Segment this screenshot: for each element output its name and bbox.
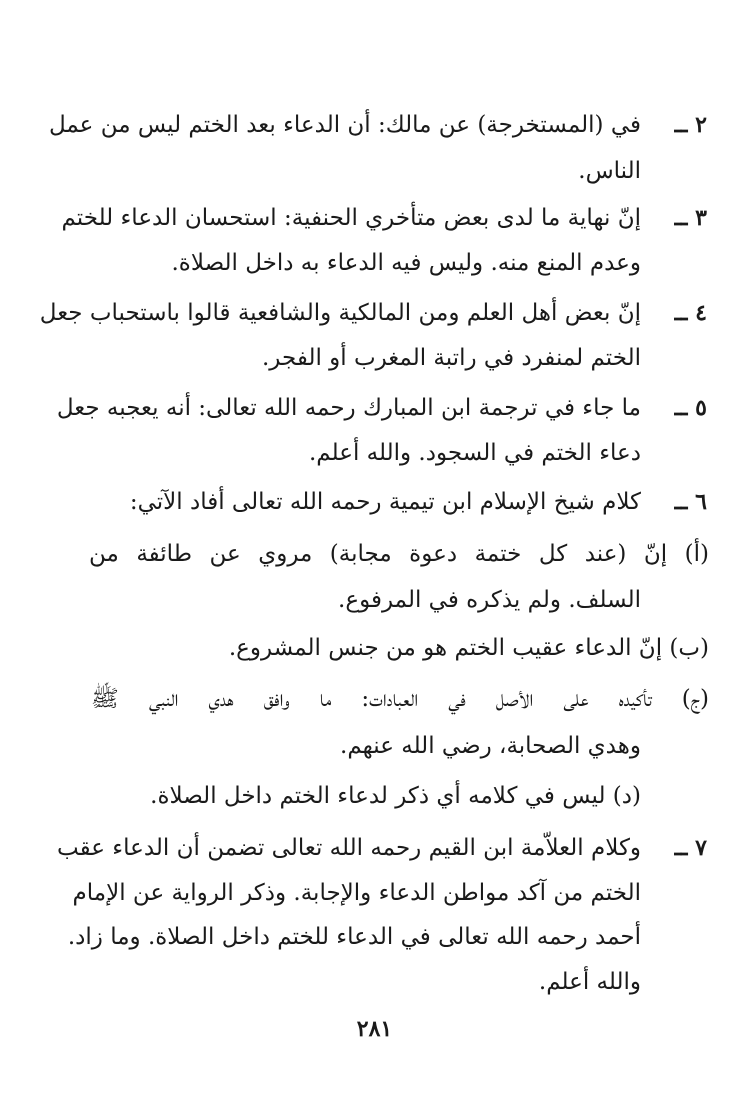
item-number-6: ٦ ــ	[674, 489, 707, 515]
item-number-2: ٢ ــ	[674, 112, 707, 138]
item-number-3: ٣ ــ	[674, 205, 707, 231]
item-4-line-2: الختم لمنفرد في راتبة المغرب أو الفجر.	[261, 345, 641, 371]
sub-item-c-line-1: (ج) تأكيده على الأصل في العبادات: ما وافق هدي النبي ﷺ	[91, 686, 709, 712]
item-5-line-1: ما جاء في ترجمة ابن المبارك رحمه الله تعالى: أنه يعجبه جعل	[56, 395, 641, 421]
item-number-4: ٤ ــ	[674, 300, 707, 326]
item-number-5: ٥ ــ	[674, 395, 707, 421]
item-3-line-1: إنّ نهاية ما لدى بعض متأخري الحنفية: استحسان الدعاء للختم	[61, 205, 641, 231]
page-number: ٢٨١	[356, 1016, 393, 1042]
sub-item-c-line-2: وهدي الصحابة، رضي الله عنهم.	[340, 733, 641, 759]
sub-item-d-line-1: (د) ليس في كلامه أي ذكر لدعاء الختم داخل الصلاة.	[150, 783, 641, 809]
sub-item-a-line-2: السلف. ولم يذكره في المرفوع.	[338, 587, 641, 613]
item-2-line-1: في (المستخرجة) عن مالك: أن الدعاء بعد الختم ليس من عمل	[48, 112, 641, 138]
item-3-line-2: وعدم المنع منه. وليس فيه الدعاء به داخل الصلاة.	[171, 250, 641, 276]
item-2-line-2: الناس.	[578, 158, 641, 184]
item-7-line-1: وكلام العلاّمة ابن القيم رحمه الله تعالى تضمن أن الدعاء عقب	[57, 835, 641, 861]
item-4-line-1: إنّ بعض أهل العلم ومن المالكية والشافعية قالوا باستحباب جعل	[39, 300, 641, 326]
sub-item-b-line-1: (ب) إنّ الدعاء عقيب الختم هو من جنس المشروع.	[228, 635, 709, 661]
item-5-line-2: دعاء الختم في السجود. والله أعلم.	[309, 440, 641, 466]
item-6-line-1: كلام شيخ الإسلام ابن تيمية رحمه الله تعالى أفاد الآتي:	[129, 489, 641, 515]
sub-item-a-line-1: (أ) إنّ (عند كل ختمة دعوة مجابة) مروي عن طائفة من	[89, 541, 709, 567]
item-7-line-4: والله أعلم.	[538, 969, 641, 995]
item-7-line-2: الختم من آكد مواطن الدعاء والإجابة. وذكر الرواية عن الإمام	[72, 880, 641, 906]
item-7-line-3: أحمد رحمه الله تعالى في الدعاء للختم داخل الصلاة. وما زاد.	[67, 924, 641, 950]
item-number-7: ٧ ــ	[674, 835, 707, 861]
